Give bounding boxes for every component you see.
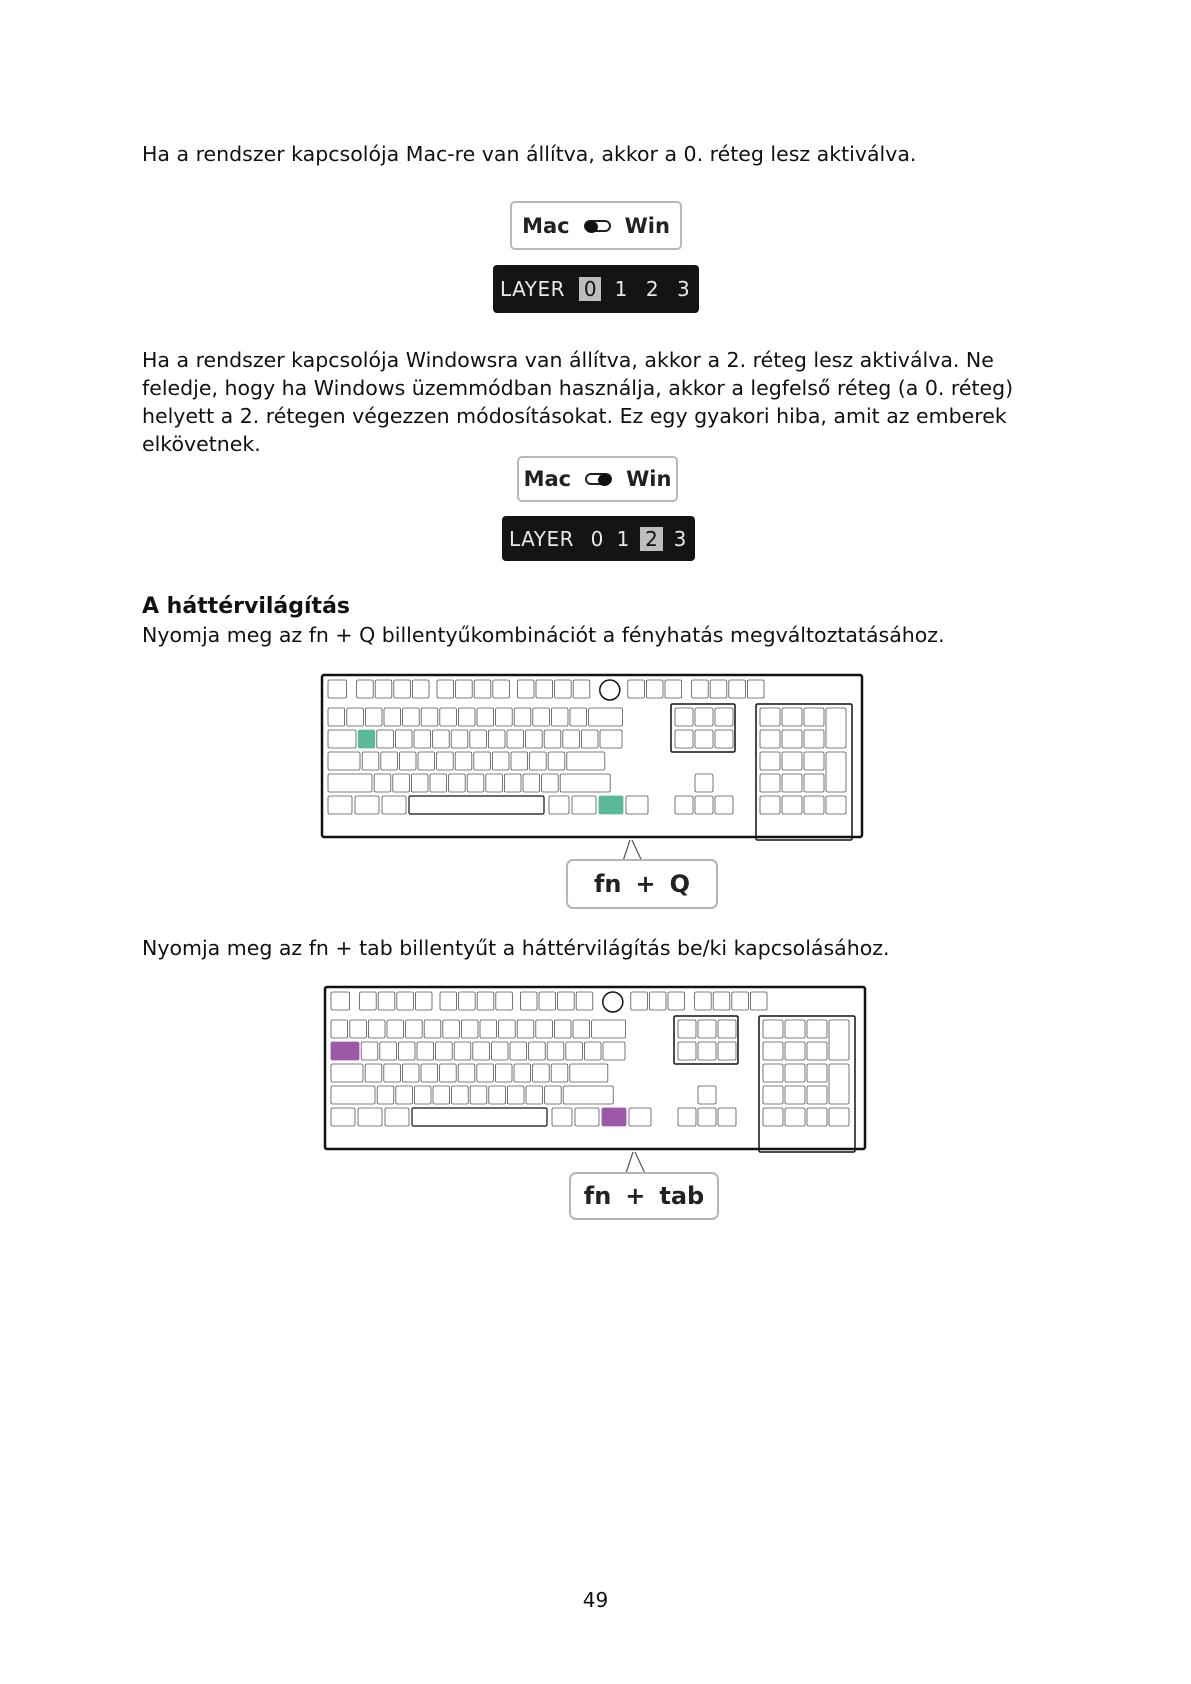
key-arrow (698, 1108, 716, 1126)
key-numpad (782, 708, 802, 726)
win-label: Win (624, 213, 670, 238)
key (458, 708, 475, 726)
tab-key-label: tab (659, 1182, 705, 1210)
key (461, 1020, 478, 1038)
toggle-right-icon (585, 473, 612, 485)
key-numpad (807, 1020, 827, 1038)
key (458, 1064, 475, 1082)
key-f (456, 680, 473, 698)
key (488, 730, 505, 748)
key (496, 708, 513, 726)
key (581, 730, 598, 748)
key (387, 1020, 404, 1038)
key-numpad (804, 752, 824, 770)
key-numpad-top (695, 992, 712, 1010)
mac-layer-paragraph: Ha a rendszer kapcsolója Mac-re van állítva, akkor a 0. réteg lesz aktiválva. (142, 142, 917, 166)
key (365, 1064, 382, 1082)
key-f (496, 992, 513, 1010)
key-f (539, 992, 556, 1010)
key (421, 708, 438, 726)
key (380, 1042, 397, 1060)
key (470, 1086, 487, 1104)
key (350, 1020, 367, 1038)
win-layer-paragraph: Ha a rendszer kapcsolója Windowsra van állítva, akkor a 2. réteg lesz aktiválva. Ne feledje, hogy ha Windows üzemmódban használja, akkor a legfelső réteg (a 0. réteg) helyett a 2. rétegen végezzen módosításokat. Ez egy gyakori hiba, amit az emberek elkövetnek. (142, 348, 1014, 456)
key (440, 708, 457, 726)
key (514, 708, 531, 726)
key (365, 708, 382, 726)
key-numpad (763, 1042, 783, 1060)
key-f (437, 680, 454, 698)
key (328, 752, 360, 770)
key-numpad (785, 1086, 805, 1104)
key-mod (385, 1108, 409, 1126)
key-arrow (718, 1108, 736, 1126)
key (507, 730, 524, 748)
key-mod (382, 796, 406, 814)
key (547, 1042, 564, 1060)
key (406, 1020, 423, 1038)
key (374, 774, 391, 792)
key (377, 1086, 394, 1104)
mac-label: Mac (523, 467, 572, 491)
key-numpad-top (750, 992, 767, 1010)
key-numpad (826, 752, 846, 792)
key-numpad (826, 796, 846, 814)
key-nav-top (628, 680, 645, 698)
key (347, 708, 364, 726)
key-numpad (804, 708, 824, 726)
key (536, 1020, 553, 1038)
mac-label: Mac (522, 213, 570, 238)
key (402, 1064, 419, 1082)
key (533, 1064, 550, 1082)
key (421, 1064, 438, 1082)
key-arrow (678, 1108, 696, 1126)
key-f (573, 680, 590, 698)
layer-bar-win (502, 516, 695, 561)
layer-label: LAYER (509, 526, 574, 551)
key-nav (718, 1020, 736, 1038)
key-numpad (804, 730, 824, 748)
key (563, 730, 580, 748)
key (451, 730, 468, 748)
key-numpad (807, 1086, 827, 1104)
key (436, 1042, 453, 1060)
key (328, 708, 345, 726)
key (395, 730, 412, 748)
key-numpad (829, 1108, 849, 1126)
key-nav (715, 730, 733, 748)
layer-3: 3 (677, 277, 690, 301)
key (433, 1086, 450, 1104)
key-f (440, 992, 457, 1010)
key-numpad (782, 752, 802, 770)
key (477, 1064, 494, 1082)
key (452, 1086, 469, 1104)
key-f (459, 992, 476, 1010)
key-wide (567, 752, 605, 770)
key-nav (698, 1020, 716, 1038)
key (430, 774, 447, 792)
fn-tab-combo (569, 1172, 719, 1220)
key-f (412, 680, 429, 698)
key-numpad (829, 1020, 849, 1060)
key-space (412, 1108, 547, 1126)
key-f (517, 680, 534, 698)
key (511, 752, 528, 770)
win-label: Win (626, 467, 672, 491)
key-numpad (763, 1108, 783, 1126)
layer-bar-mac (493, 265, 699, 313)
key-numpad (785, 1108, 805, 1126)
knob-icon (603, 992, 623, 1012)
key-space (409, 796, 544, 814)
key (492, 752, 509, 770)
key-numpad (760, 774, 780, 792)
key (331, 1020, 348, 1038)
key-wide (589, 708, 623, 726)
key-f (477, 992, 494, 1010)
key (467, 774, 484, 792)
key-f (415, 992, 432, 1010)
key-numpad-top (729, 680, 746, 698)
key (514, 1064, 531, 1082)
key-numpad (785, 1042, 805, 1060)
key-numpad (785, 1020, 805, 1038)
key-numpad (760, 752, 780, 770)
key (510, 1042, 527, 1060)
key-fn (602, 1108, 626, 1126)
key-numpad-top (747, 680, 764, 698)
key-mod (358, 1108, 382, 1126)
key-wide (570, 1064, 608, 1082)
layer-0-active: 0 (579, 277, 601, 301)
key (517, 1020, 534, 1038)
key-nav (695, 730, 713, 748)
key-arrow (695, 796, 713, 814)
key (331, 1064, 363, 1082)
key (530, 752, 547, 770)
page-number: 49 (582, 1588, 609, 1612)
key (403, 708, 420, 726)
key-f (474, 680, 491, 698)
key (544, 730, 561, 748)
key-f (357, 680, 374, 698)
layer-0: 0 (590, 526, 604, 551)
key (548, 752, 565, 770)
key (523, 774, 540, 792)
key-numpad (763, 1020, 783, 1038)
key-mod (629, 1108, 651, 1126)
key-nav (698, 1042, 716, 1060)
key (449, 774, 466, 792)
key (486, 774, 503, 792)
key-nav (678, 1042, 696, 1060)
mac-win-switch-mac (510, 201, 682, 250)
layer-1: 1 (614, 277, 628, 301)
key (411, 774, 428, 792)
knob-icon (600, 680, 620, 700)
key-mod (355, 796, 379, 814)
key (328, 730, 356, 748)
key-wide (563, 1086, 613, 1104)
key-numpad-top (692, 680, 709, 698)
key-mod (549, 796, 569, 814)
key-numpad-top (713, 992, 730, 1010)
key (381, 752, 398, 770)
key (358, 730, 375, 748)
key (417, 1042, 434, 1060)
key (480, 1020, 497, 1038)
key-wide (592, 1020, 626, 1038)
key (393, 774, 410, 792)
key-f (394, 680, 411, 698)
key-wide (560, 774, 610, 792)
fn-q-paragraph: Nyomja meg az fn + Q billentyűkombinációt a fényhatás megváltoztatásához. (142, 623, 945, 647)
key-f (520, 992, 537, 1010)
key (533, 708, 550, 726)
key-mod (572, 796, 596, 814)
key (361, 1042, 378, 1060)
key-nav-top (649, 992, 666, 1010)
key (470, 730, 487, 748)
mac-win-switch-win (517, 456, 678, 502)
key (551, 708, 568, 726)
key-numpad (807, 1064, 827, 1082)
key (489, 1086, 506, 1104)
key-numpad (782, 730, 802, 748)
key-f (558, 992, 575, 1010)
key-f (397, 992, 414, 1010)
key-f (378, 992, 395, 1010)
key (331, 1042, 359, 1060)
key (542, 774, 559, 792)
key (328, 774, 372, 792)
key-f (576, 992, 593, 1010)
key (424, 1020, 441, 1038)
key (455, 752, 472, 770)
key-numpad (804, 796, 824, 814)
key-numpad (760, 796, 780, 814)
key-nav-top (665, 680, 682, 698)
key (573, 1020, 590, 1038)
key-f (360, 992, 377, 1010)
key (551, 1064, 568, 1082)
key (545, 1086, 562, 1104)
key-numpad (826, 708, 846, 748)
key-nav (675, 730, 693, 748)
key-f (493, 680, 510, 698)
key (566, 1042, 583, 1060)
plus-label: + (625, 1182, 646, 1210)
plus-label: + (635, 870, 656, 898)
key (554, 1020, 571, 1038)
fn-q-combo (566, 859, 718, 909)
layer-2: 2 (645, 277, 659, 301)
key (495, 1064, 512, 1082)
fn-key-label: fn (593, 870, 622, 898)
key (584, 1042, 601, 1060)
layer-2-active: 2 (640, 527, 663, 551)
key (473, 1042, 490, 1060)
key-numpad (804, 774, 824, 792)
key-mod (552, 1108, 572, 1126)
key-mod (331, 1108, 355, 1126)
key-numpad (785, 1064, 805, 1082)
key-numpad-top (710, 680, 727, 698)
layer-1: 1 (616, 526, 630, 551)
key-arrow (715, 796, 733, 814)
section-heading: A háttérvilágítás (142, 594, 351, 619)
fn-key-label: fn (583, 1182, 612, 1210)
key-f (375, 680, 392, 698)
key (368, 1020, 385, 1038)
key-nav (695, 708, 713, 726)
key (504, 774, 521, 792)
key-numpad (782, 796, 802, 814)
key (474, 752, 491, 770)
key (418, 752, 435, 770)
layer-3: 3 (673, 526, 687, 551)
key-nav (715, 708, 733, 726)
key-numpad (807, 1042, 827, 1060)
key-nav-top (668, 992, 685, 1010)
key (437, 752, 454, 770)
key (362, 752, 379, 770)
key-arrow-up (698, 1086, 716, 1104)
key (454, 1042, 471, 1060)
key (396, 1086, 413, 1104)
key-mod (575, 1108, 599, 1126)
key (384, 708, 401, 726)
key (526, 1086, 543, 1104)
key (570, 708, 587, 726)
key-f (536, 680, 553, 698)
key-numpad (807, 1108, 827, 1126)
key-f (555, 680, 572, 698)
q-key-label: Q (669, 870, 691, 898)
layer-label: LAYER (500, 277, 565, 301)
key (414, 1086, 431, 1104)
key-numpad-top (732, 992, 749, 1010)
key (384, 1064, 401, 1082)
key-nav (718, 1042, 736, 1060)
key (331, 1086, 375, 1104)
key (398, 1042, 415, 1060)
key-arrow-up (695, 774, 713, 792)
key-esc (328, 680, 347, 698)
key-arrow (675, 796, 693, 814)
key (499, 1020, 516, 1038)
key (433, 730, 450, 748)
key (414, 730, 431, 748)
key-nav-top (631, 992, 648, 1010)
key-wide (600, 730, 622, 748)
key (529, 1042, 546, 1060)
fn-tab-paragraph: Nyomja meg az fn + tab billentyűt a háttérvilágítás be/ki kapcsolásához. (142, 936, 890, 960)
key (491, 1042, 508, 1060)
key (399, 752, 416, 770)
key (443, 1020, 460, 1038)
key-numpad (763, 1086, 783, 1104)
key-mod (626, 796, 648, 814)
key-wide (603, 1042, 625, 1060)
key-nav (675, 708, 693, 726)
toggle-left-icon (584, 220, 611, 232)
key-nav (678, 1020, 696, 1038)
key-numpad (782, 774, 802, 792)
key-esc (331, 992, 350, 1010)
key (477, 708, 494, 726)
key-numpad (760, 708, 780, 726)
key-mod (328, 796, 352, 814)
key-nav-top (646, 680, 663, 698)
key (440, 1064, 457, 1082)
key (377, 730, 394, 748)
key-numpad (763, 1064, 783, 1082)
key (526, 730, 543, 748)
key-fn (599, 796, 623, 814)
key (507, 1086, 524, 1104)
key-numpad (829, 1064, 849, 1104)
key-numpad (760, 730, 780, 748)
